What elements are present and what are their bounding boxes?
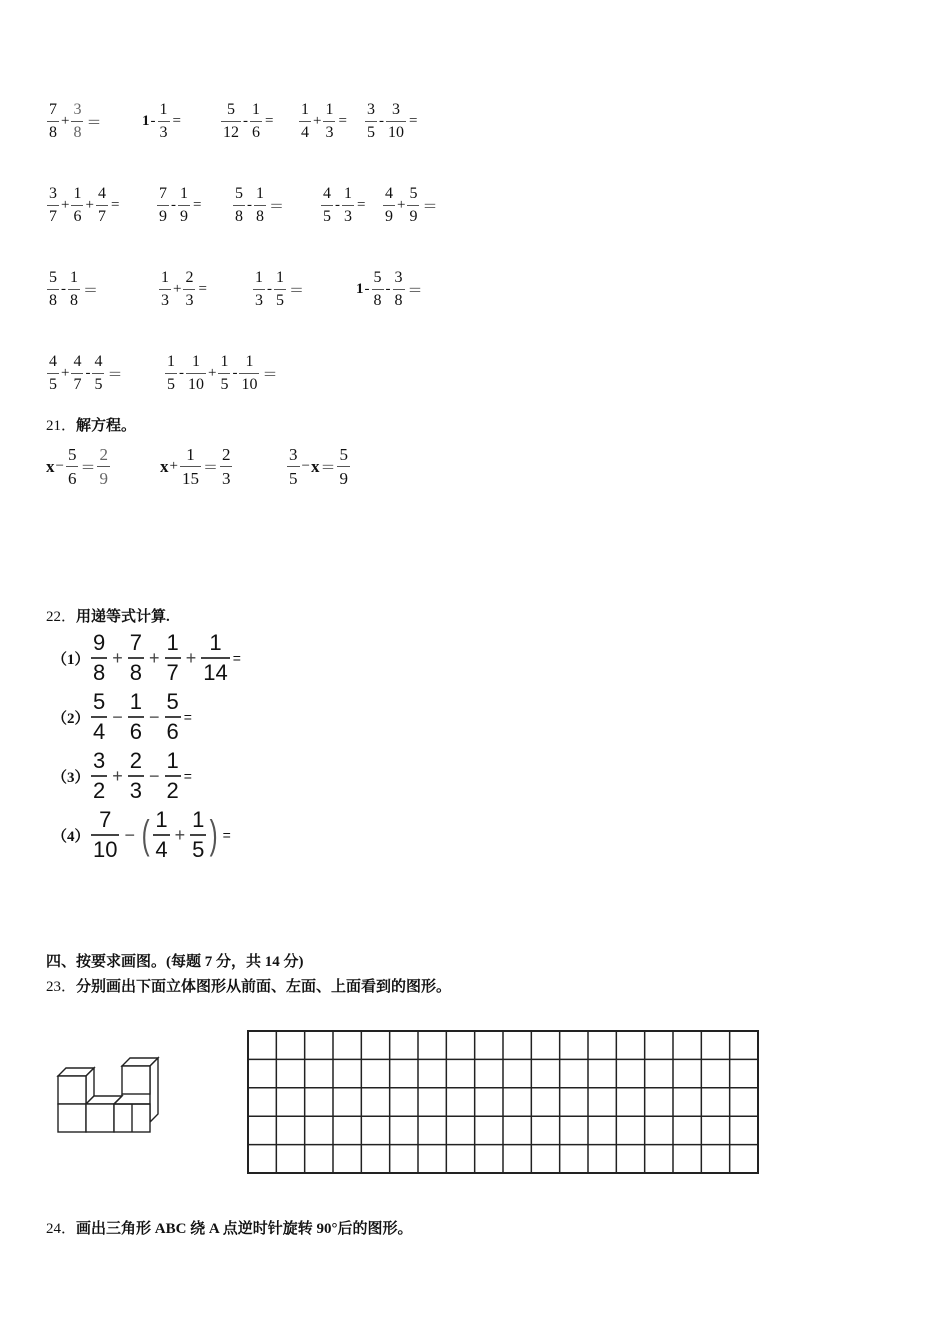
fraction-numerator: 4 [49, 353, 57, 370]
operator: + [397, 197, 406, 213]
equals-sign: ＝ [86, 115, 102, 131]
fraction [183, 270, 195, 309]
fraction-denominator: 7 [96, 205, 108, 225]
fraction-denominator: 7 [165, 657, 181, 684]
fraction-denominator: 14 [201, 657, 229, 684]
equals-sign: ＝ [83, 283, 99, 299]
operator: - [385, 281, 391, 297]
fraction-numerator: 5 [373, 269, 382, 286]
fraction-numerator: 1 [301, 101, 309, 118]
fraction [250, 102, 262, 141]
q22-item [52, 632, 241, 684]
fraction [239, 354, 259, 393]
operator: - [243, 113, 248, 129]
fraction-denominator: 5 [218, 373, 230, 393]
fraction-denominator: 9 [337, 466, 350, 487]
parenthesis: ) [210, 813, 219, 857]
fraction [47, 354, 59, 393]
expression [158, 270, 207, 309]
fraction-denominator: 4 [153, 834, 169, 861]
expression [382, 186, 437, 225]
drawing-grid[interactable] [246, 1029, 760, 1175]
fraction-denominator: 3 [342, 205, 354, 225]
fraction-numerator: 1 [209, 630, 222, 655]
equals-sign: = [265, 113, 274, 129]
fraction-denominator: 10 [386, 121, 406, 141]
q22-item-label: （2） [52, 710, 90, 727]
operator: - [85, 365, 91, 381]
equals-sign: = [198, 281, 207, 297]
q23-title: 分别画出下面立体图形从前面、左面、上面看到的图形。 [76, 979, 452, 995]
variable-x: x [46, 456, 55, 476]
operator: + [208, 365, 217, 381]
fraction-denominator: 8 [393, 289, 405, 309]
fraction-denominator: 8 [71, 121, 83, 141]
fraction-numerator: 1 [192, 353, 200, 370]
fraction-denominator: 6 [66, 466, 79, 487]
fraction-denominator: 6 [165, 716, 181, 743]
fraction-numerator: 5 [227, 101, 235, 118]
equals-sign: ＝ [407, 283, 423, 299]
fraction-numerator: 1 [166, 748, 179, 773]
operator: + [174, 824, 186, 845]
operator: + [61, 365, 70, 381]
fraction-denominator: 7 [71, 373, 83, 393]
fraction-numerator: 3 [289, 445, 298, 464]
fraction-numerator: 3 [93, 748, 106, 773]
expression [46, 186, 119, 225]
fraction-numerator: 4 [97, 185, 106, 202]
fraction-numerator: 4 [385, 185, 393, 202]
fraction [383, 186, 395, 225]
operator: + [149, 647, 160, 668]
operator: - [61, 281, 66, 297]
fraction [71, 186, 83, 225]
operator: − [301, 458, 310, 474]
fraction-denominator: 8 [68, 289, 80, 309]
fraction [274, 270, 286, 309]
fraction-numerator: 1 [186, 445, 195, 464]
fraction-numerator: 5 [49, 269, 57, 286]
equals-sign: = [357, 197, 366, 213]
fraction-numerator: 1 [255, 269, 263, 286]
operator: ＝ [202, 460, 218, 476]
variable-x: x [160, 456, 169, 476]
fraction-numerator: 3 [49, 185, 57, 202]
fraction-numerator: 4 [323, 185, 331, 202]
q22-title: 用递等式计算. [76, 609, 170, 625]
fraction [71, 354, 83, 393]
q21-number: 21． [46, 418, 77, 434]
fraction [47, 102, 59, 141]
equals-sign: ＝ [289, 283, 305, 299]
fraction-numerator: 7 [99, 807, 112, 832]
fraction-denominator: 12 [221, 121, 241, 141]
equals-sign: = [183, 768, 192, 784]
expression-prefix: 1 [356, 281, 364, 297]
operator: - [267, 281, 272, 297]
equals-sign: = [193, 197, 202, 213]
cube-figure [52, 1050, 162, 1140]
fraction-denominator: 2 [165, 775, 181, 802]
fraction [128, 632, 144, 684]
fraction-denominator: 8 [128, 657, 144, 684]
fraction-numerator: 2 [129, 748, 143, 773]
operator: - [335, 197, 340, 213]
fraction [159, 270, 171, 309]
parenthesis: ( [141, 813, 150, 857]
equals-sign: = [183, 709, 192, 725]
fraction-numerator: 4 [94, 353, 103, 370]
fraction-numerator: 5 [166, 689, 179, 714]
fraction-numerator: 1 [166, 630, 179, 655]
fraction [47, 186, 59, 225]
fraction-numerator: 5 [67, 445, 77, 464]
fraction-numerator: 3 [367, 101, 375, 118]
fraction-denominator: 5 [365, 121, 377, 141]
expression [364, 102, 417, 141]
fraction [91, 750, 107, 802]
operator: - [179, 365, 184, 381]
fraction [158, 102, 170, 141]
operator: + [313, 113, 322, 129]
fraction [71, 102, 83, 141]
equals-sign: = [409, 113, 418, 129]
fraction [92, 354, 104, 393]
fraction-numerator: 1 [73, 185, 82, 202]
fraction-denominator: 8 [233, 205, 245, 225]
fraction-numerator: 1 [159, 101, 168, 118]
fraction-denominator: 3 [323, 121, 335, 141]
fraction-denominator: 2 [91, 775, 107, 802]
fraction-denominator: 8 [47, 289, 59, 309]
equals-sign: = [222, 827, 231, 843]
fraction-denominator: 10 [186, 373, 206, 393]
fraction [47, 270, 59, 309]
fraction-numerator: 1 [192, 807, 205, 832]
operator: + [185, 647, 197, 668]
expression [46, 102, 101, 141]
fraction-numerator: 5 [235, 185, 243, 202]
expression [356, 270, 423, 309]
fraction-denominator: 6 [250, 121, 262, 141]
q23-heading [46, 975, 451, 996]
fraction-denominator: 5 [274, 289, 286, 309]
fraction-denominator: 8 [91, 657, 107, 684]
fraction-denominator: 6 [128, 716, 144, 743]
fraction [97, 446, 110, 487]
fraction-numerator: 1 [325, 101, 334, 118]
fraction [91, 632, 107, 684]
operator: + [112, 765, 123, 786]
fraction-denominator: 5 [165, 373, 177, 393]
fraction-denominator: 5 [287, 466, 300, 487]
fraction [128, 691, 144, 743]
operator: - [150, 113, 156, 129]
equals-sign: ＝ [107, 367, 123, 383]
fraction [365, 102, 377, 141]
q21-heading [46, 414, 136, 435]
equals-sign: ＝ [269, 199, 285, 215]
fraction-numerator: 7 [129, 630, 143, 655]
fraction-numerator: 1 [129, 689, 143, 714]
fraction-numerator: 1 [167, 353, 175, 370]
q22-item-label: （1） [52, 651, 90, 668]
fraction [337, 446, 350, 487]
q22-item [52, 691, 192, 743]
equals-sign: ＝ [422, 199, 438, 215]
fraction [407, 186, 419, 225]
fraction-numerator: 1 [245, 353, 254, 370]
fraction [299, 102, 311, 141]
expression [156, 186, 201, 225]
fraction [342, 186, 354, 225]
operator: - [364, 281, 370, 297]
fraction [178, 186, 190, 225]
fraction-denominator: 4 [299, 121, 311, 141]
fraction-numerator: 7 [159, 185, 167, 202]
fraction-numerator: 5 [339, 445, 348, 464]
fraction-numerator: 2 [185, 269, 194, 286]
fraction-numerator: 9 [93, 630, 106, 655]
operator: − [112, 706, 123, 727]
fraction [201, 632, 229, 684]
fraction-denominator: 5 [190, 834, 206, 861]
fraction [221, 102, 241, 141]
expression [142, 102, 181, 141]
operator: ＝ [80, 460, 96, 476]
operator: + [61, 113, 70, 129]
fraction [157, 186, 169, 225]
fraction-numerator: 3 [73, 101, 82, 118]
fraction [254, 186, 266, 225]
fraction-numerator: 4 [73, 353, 82, 370]
fraction-numerator: 1 [155, 807, 168, 832]
fraction [393, 270, 405, 309]
expression-prefix: 1 [142, 113, 150, 129]
equation [286, 446, 351, 487]
fraction [68, 270, 80, 309]
fraction-denominator: 9 [407, 205, 419, 225]
fraction-denominator: 10 [239, 373, 259, 393]
operator: - [232, 365, 238, 381]
expression [46, 270, 98, 309]
fraction-denominator: 6 [71, 205, 83, 225]
q22-item [52, 750, 192, 802]
fraction-denominator: 8 [372, 289, 384, 309]
fraction-denominator: 5 [92, 373, 104, 393]
expression [46, 354, 122, 393]
fraction-denominator: 3 [159, 289, 171, 309]
fraction [165, 750, 181, 802]
fraction-denominator: 10 [91, 834, 119, 861]
fraction [165, 632, 181, 684]
fraction-denominator: 8 [47, 121, 59, 141]
operator: + [61, 197, 70, 213]
q22-heading [46, 605, 170, 626]
expression [164, 354, 277, 393]
q21-title: 解方程。 [76, 418, 137, 434]
fraction [253, 270, 265, 309]
expression [220, 102, 273, 141]
section-4-title: 四、按要求画图。(每题 7 分，共 14 分) [46, 954, 304, 970]
equals-sign: = [172, 113, 181, 129]
variable-x: x [310, 456, 320, 476]
fraction [91, 691, 107, 743]
q22-item-label: （3） [52, 769, 90, 786]
operator: − [149, 765, 160, 786]
operator: - [171, 197, 176, 213]
fraction-denominator: 8 [254, 205, 266, 225]
fraction-denominator: 9 [157, 205, 169, 225]
fraction-denominator: 9 [383, 205, 395, 225]
fraction-numerator: 1 [252, 101, 260, 118]
fraction [321, 186, 333, 225]
fraction-numerator: 1 [344, 185, 352, 202]
operator: - [247, 197, 252, 213]
fraction-numerator: 2 [221, 445, 231, 464]
operator: + [169, 458, 178, 474]
operator: − [55, 458, 64, 474]
expression [320, 186, 365, 225]
fraction-numerator: 2 [99, 445, 108, 464]
fraction-numerator: 3 [394, 269, 403, 286]
fraction-denominator: 3 [128, 775, 144, 802]
fraction [186, 354, 206, 393]
fraction-denominator: 7 [47, 205, 59, 225]
operator: + [173, 281, 182, 297]
fraction [287, 446, 300, 487]
fraction-numerator: 5 [93, 689, 106, 714]
equals-sign: ＝ [262, 367, 278, 383]
fraction-denominator: 3 [220, 466, 233, 487]
expression [232, 186, 284, 225]
fraction [218, 354, 230, 393]
fraction [386, 102, 406, 141]
fraction-denominator: 5 [321, 205, 333, 225]
fraction [66, 446, 79, 487]
equals-sign: = [232, 650, 241, 666]
fraction-numerator: 1 [276, 269, 284, 286]
fraction [190, 809, 206, 861]
fraction-denominator: 3 [158, 121, 170, 141]
fraction [91, 809, 119, 861]
fraction-denominator: 3 [183, 289, 195, 309]
fraction [96, 186, 108, 225]
fraction-denominator: 4 [91, 716, 107, 743]
fraction-numerator: 3 [392, 101, 400, 118]
operator: − [124, 824, 135, 845]
q22-item [52, 809, 231, 861]
q24-heading [46, 1217, 412, 1238]
fraction-denominator: 9 [178, 205, 190, 225]
fraction-denominator: 3 [253, 289, 265, 309]
fraction-numerator: 5 [409, 185, 418, 202]
operator: - [379, 113, 384, 129]
fraction-numerator: 7 [49, 101, 57, 118]
operator: + [112, 647, 123, 668]
fraction [323, 102, 335, 141]
equals-sign: = [338, 113, 347, 129]
fraction-numerator: 1 [161, 269, 169, 286]
fraction [165, 691, 181, 743]
q23-number: 23． [46, 979, 77, 995]
fraction [233, 186, 245, 225]
q24-number: 24． [46, 1221, 77, 1237]
fraction-denominator: 15 [180, 466, 201, 487]
operator: ＝ [320, 460, 336, 476]
fraction [128, 750, 144, 802]
equation [46, 446, 111, 487]
fraction-numerator: 1 [256, 185, 264, 202]
fraction-numerator: 1 [70, 269, 78, 286]
fraction-numerator: 1 [180, 185, 188, 202]
fraction [165, 354, 177, 393]
fraction-numerator: 1 [220, 353, 229, 370]
q22-item-label: （4） [52, 828, 90, 845]
fraction-denominator: 5 [47, 373, 59, 393]
equation [160, 446, 233, 487]
operator: + [85, 197, 94, 213]
equals-sign: = [110, 197, 120, 213]
fraction [372, 270, 384, 309]
q22-number: 22． [46, 609, 77, 625]
expression [298, 102, 347, 141]
fraction [220, 446, 233, 487]
q24-title: 画出三角形 ABC 绕 A 点逆时针旋转 90°后的图形。 [76, 1221, 413, 1237]
fraction [153, 809, 169, 861]
operator: − [149, 706, 160, 727]
expression [252, 270, 304, 309]
fraction [180, 446, 201, 487]
fraction-denominator: 9 [97, 466, 110, 487]
